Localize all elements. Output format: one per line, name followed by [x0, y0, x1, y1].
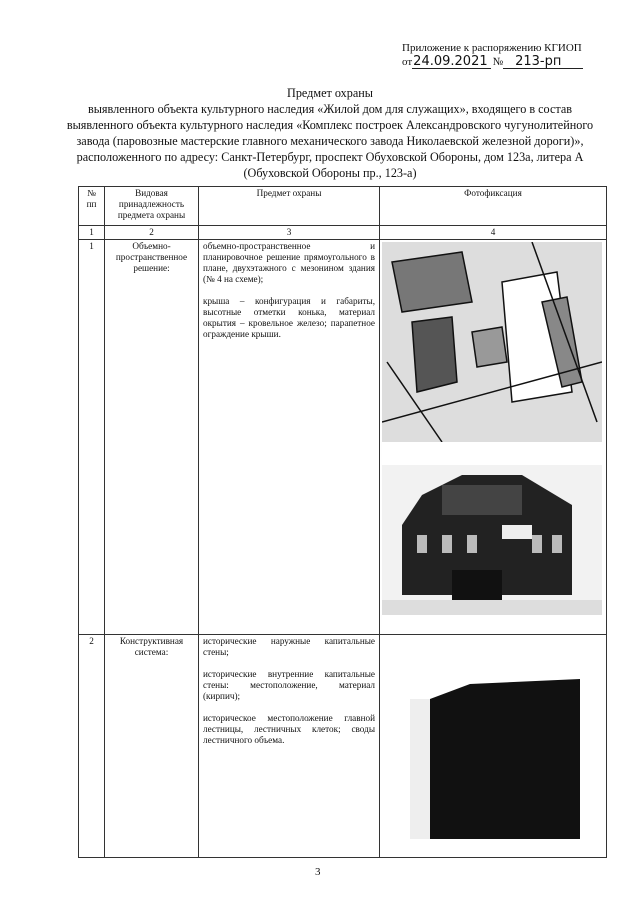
header-type: Видовая принадлежность предмета охраны	[105, 187, 199, 226]
row-subject	[199, 635, 380, 858]
title-heading: Предмет охраны	[287, 86, 373, 100]
row-subject	[199, 240, 380, 635]
table-header-row	[79, 187, 607, 226]
table-row	[79, 635, 607, 858]
date-prefix: от	[402, 56, 413, 68]
header-num: № пп	[79, 187, 105, 226]
order-line	[402, 55, 583, 69]
structure-photo	[410, 639, 580, 839]
order-number: 213-рп	[503, 55, 583, 69]
row-photos	[380, 240, 607, 635]
number-label: №	[492, 56, 504, 68]
header-subject: Предмет охраны	[199, 187, 380, 226]
column-number-row	[79, 226, 607, 240]
row-type: Объемно-пространственное решение:	[105, 240, 199, 635]
row-type: Конструктивная система:	[105, 635, 199, 858]
subject-item: историческое местоположение главной лестницы, лестничных клеток; своды лестничного объема.	[203, 713, 375, 745]
subject-item: объемно-пространственное и планировочное решение прямоугольного в плане, двухэтажного с мезонином здания (№ 4 на схеме);	[203, 241, 375, 284]
building-photo	[382, 465, 602, 615]
appendix-line: Приложение к распоряжению КГИОП	[402, 42, 582, 54]
protection-table	[78, 186, 607, 858]
appendix-header	[402, 42, 583, 69]
row-photos	[380, 635, 607, 858]
document-title	[60, 85, 600, 181]
column-number: 4	[380, 226, 607, 240]
page-number: 3	[315, 866, 321, 878]
title-body: выявленного объекта культурного наследия «Жилой дом для служащих», входящего в состав выявленного объекта культурного наследия «Комплекс построек Александровского чугунолитейного завода (паровозные мастерские главного механического завода Николаевской железной дороги)», расположенного по адресу: Санкт-Петербург, проспект Обуховской Обороны, дом 123а, литера А (Обуховской Обороны пр., 123-а)	[66, 102, 594, 180]
row-num: 2	[79, 635, 105, 858]
subject-item: крыша – конфигурация и габариты, высотные отметки конька, материал окрытия – кровельное железо; парапетное ограждение крыши.	[203, 296, 375, 339]
site-plan-image	[382, 242, 602, 442]
subject-item: исторические внутренние капитальные стены: местоположение, материал (кирпич);	[203, 669, 375, 701]
order-date: 24.09.2021	[412, 55, 490, 69]
table-row	[79, 240, 607, 635]
subject-item: исторические наружные капитальные стены;	[203, 636, 375, 657]
column-number: 1	[79, 226, 105, 240]
column-number: 3	[199, 226, 380, 240]
column-number: 2	[105, 226, 199, 240]
header-photo: Фотофиксация	[380, 187, 607, 226]
row-num: 1	[79, 240, 105, 635]
